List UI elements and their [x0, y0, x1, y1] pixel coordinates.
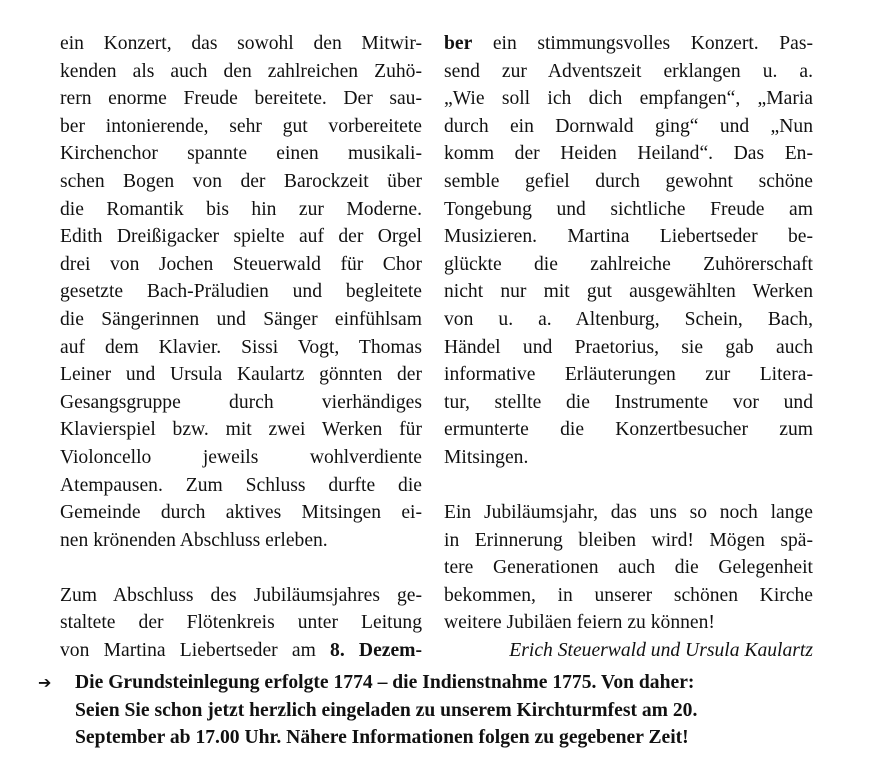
paragraph-gap: [60, 554, 422, 582]
text-line: in Erinnerung bleiben wird! Mögen spä-: [444, 529, 813, 551]
text-line: durch ein Dornwald ging“ und „Nun: [444, 115, 813, 137]
text-line: tere Generationen auch die Gelegenheit: [444, 557, 813, 579]
text-line: Kirchenchor spannte einen musikali-: [60, 143, 422, 165]
text-line: rern enorme Freude bereitete. Der sau-: [60, 88, 422, 110]
bold-date-end: ber: [444, 33, 473, 54]
text-line: [444, 30, 813, 58]
text-line: Händel und Praetorius, sie gab auch: [444, 336, 813, 358]
text-segment: ein stimmungsvolles Konzert. Pas-: [472, 33, 813, 54]
text-line: Leiner und Ursula Kaulartz gönnten der: [60, 364, 422, 386]
right-column: [444, 30, 813, 665]
text-line: staltete der Flötenkreis unter Leitung: [60, 612, 422, 634]
notice-text: [75, 669, 820, 752]
text-line: gesetzte Bach-Präludien und begleitete: [60, 281, 422, 303]
text-line: Mitsingen.: [444, 446, 529, 468]
notice-line: Die Grundsteinlegung erfolgte 1774 – die Indienstnahme 1775. Von daher:: [75, 672, 695, 693]
text-line: nen krönenden Abschluss erleben.: [60, 529, 328, 551]
text-line: ber intonierende, sehr gut vorbereitete: [60, 115, 422, 137]
text-line: ermunterte die Konzertbesucher zum: [444, 419, 813, 441]
text-line: Atempausen. Zum Schluss durfte die: [60, 474, 422, 496]
text-line: schen Bogen von der Barockzeit über: [60, 170, 422, 192]
text-line: weitere Jubiläen feiern zu können!: [444, 612, 715, 634]
text-line: kenden als auch den zahlreichen Zuhö-: [60, 60, 422, 82]
text-line: bekommen, in unserer schönen Kirche: [444, 584, 813, 606]
text-line: send zur Adventszeit erklangen u. a.: [444, 60, 813, 82]
arrow-right-icon: ➔: [38, 673, 52, 692]
text-line: Zum Abschluss des Jubiläumsjahres ge-: [60, 584, 422, 606]
text-line: auf dem Klavier. Sissi Vogt, Thomas: [60, 336, 422, 358]
text-line: Musizieren. Martina Liebertseder be-: [444, 226, 813, 248]
left-column: [60, 30, 422, 665]
text-line: Tongebung und sichtliche Freude am: [444, 198, 813, 220]
text-line: die Romantik bis hin zur Moderne.: [60, 198, 422, 220]
notice-line: Seien Sie schon jetzt herzlich eingeladen zu unserem Kirchturmfest am 20.: [75, 699, 698, 721]
paragraph-gap: [444, 472, 813, 500]
text-line: semble gefiel durch gewohnt schöne: [444, 170, 813, 192]
text-line: Ein Jubiläumsjahr, das uns so noch lange: [444, 502, 813, 524]
text-line: „Wie soll ich dich empfangen“, „Maria: [444, 88, 813, 110]
text-line: glückte die zahlreiche Zuhörerschaft: [444, 253, 813, 275]
text-line: Edith Dreißigacker spielte auf der Orgel: [60, 226, 422, 248]
bold-date-start: 8. Dezem-: [330, 640, 422, 662]
text-line: nicht nur mit gut ausgewählten Werken: [444, 281, 813, 303]
notice-line: September ab 17.00 Uhr. Nähere Informationen folgen zu gegebener Zeit!: [75, 727, 689, 749]
text-line: Gemeinde durch aktives Mitsingen ei-: [60, 502, 422, 524]
text-line: Klavierspiel bzw. mit zwei Werken für: [60, 419, 422, 441]
text-segment: von Martina Liebertseder am: [60, 640, 331, 662]
text-line: drei von Jochen Steuerwald für Chor: [60, 253, 422, 275]
text-line: komm der Heiden Heiland“. Das En-: [444, 143, 813, 165]
text-line: ein Konzert, das sowohl den Mitwir-: [60, 33, 422, 54]
text-line: Violoncello jeweils wohlverdiente: [60, 446, 422, 468]
text-line: tur, stellte die Instrumente vor und: [444, 391, 813, 413]
text-line: von u. a. Altenburg, Schein, Bach,: [444, 308, 813, 330]
text-line: [60, 637, 422, 665]
text-line: die Sängerinnen und Sänger einfühlsam: [60, 308, 422, 330]
text-line: Gesangsgruppe durch vierhändiges: [60, 391, 422, 413]
text-line: informative Erläuterungen zur Litera-: [444, 364, 813, 386]
signature: Erich Steuerwald und Ursula Kaulartz: [509, 640, 813, 662]
